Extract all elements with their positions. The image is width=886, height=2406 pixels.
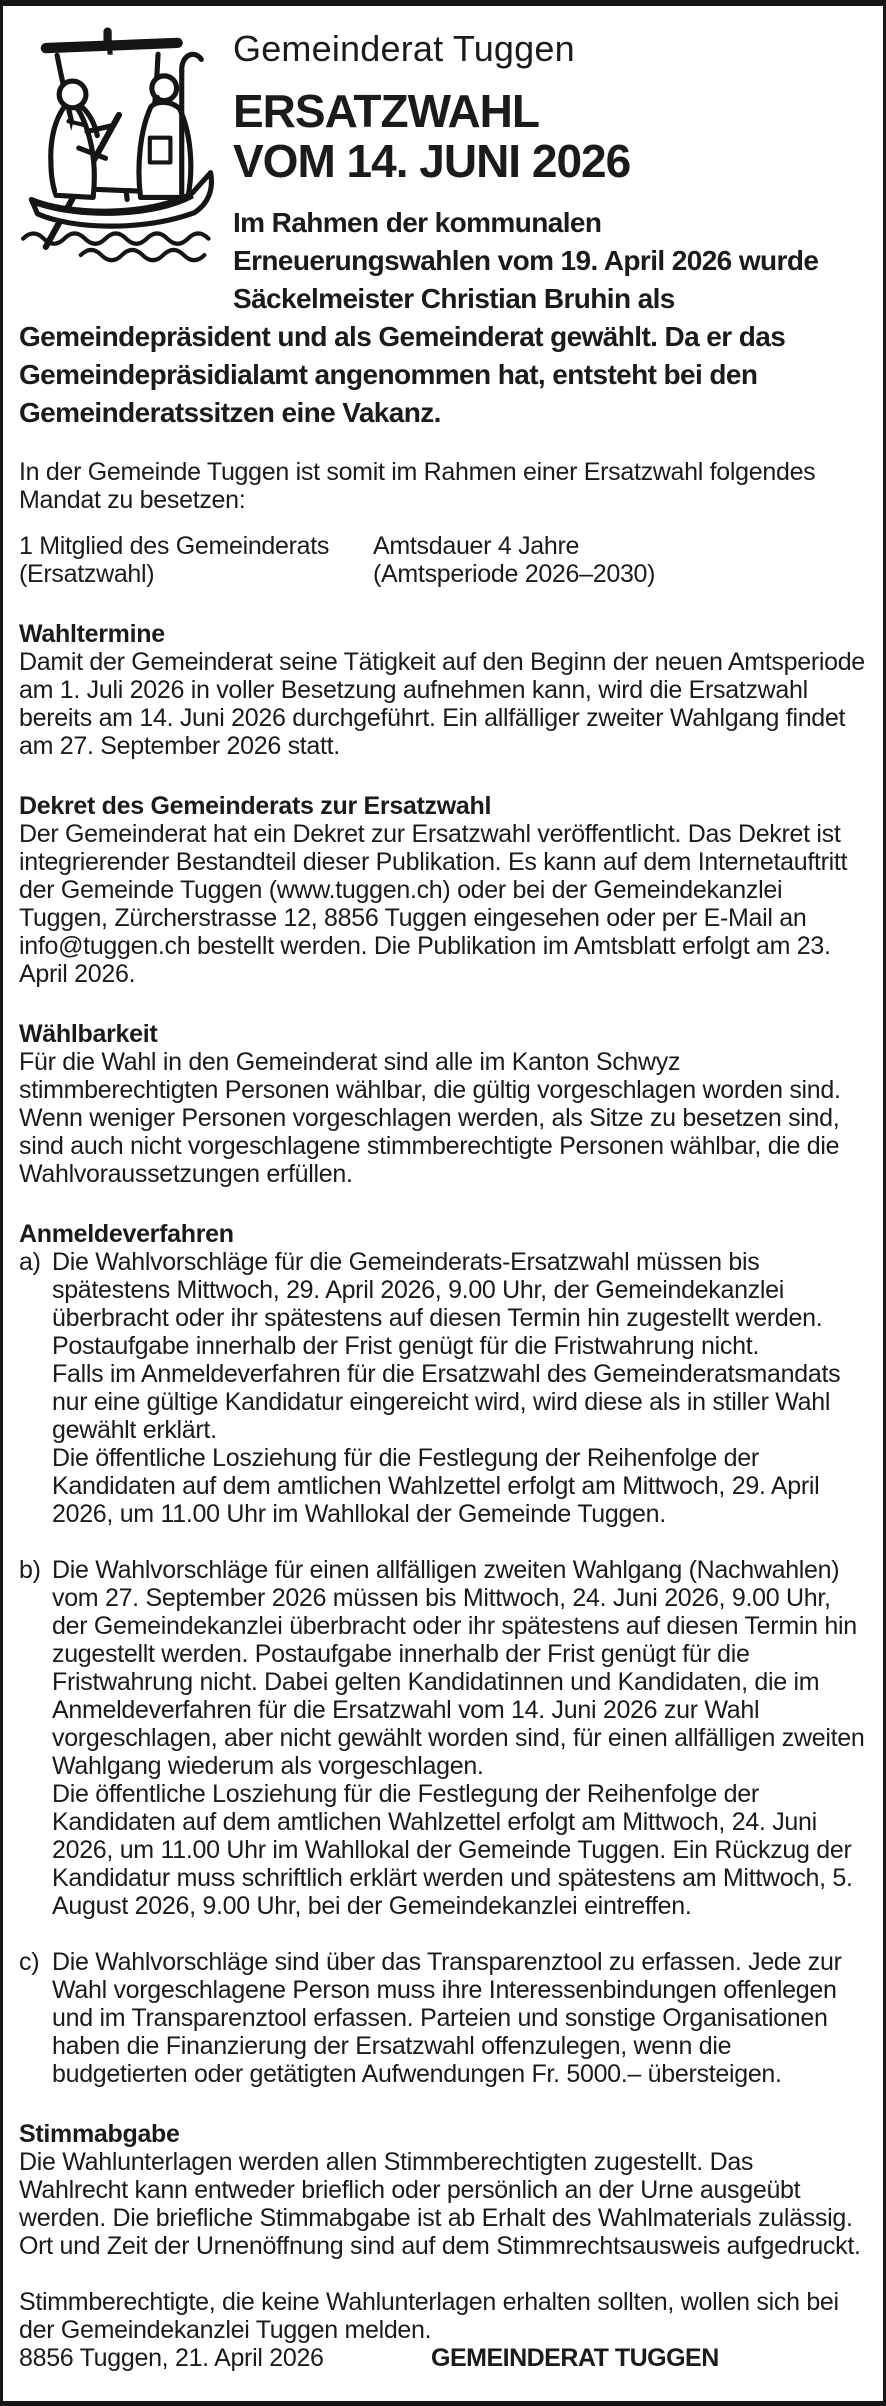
section-heading: Dekret des Gemeinderats zur Ersatzwahl <box>19 792 492 820</box>
paragraph: Die Wahlunterlagen werden allen Stimmberechtigten zugestellt. Das Wahlrecht kann entweder brieflich oder persönlich an der Urne ausgeübt werden. Die briefliche Stimmabgabe ist ab Erhalt des Wahlmaterials zulässig. Ort und Zeit der Urnenöffnung sind auf dem Stimmrechtsausweis aufgedruckt. <box>19 2148 861 2260</box>
section-heading: Anmeldeverfahren <box>19 1220 234 1248</box>
tuggen-boat-logo <box>19 26 233 294</box>
list-label: c) <box>19 1948 40 1976</box>
list-item-a <box>19 1248 865 1528</box>
section-wahltermine <box>19 620 865 760</box>
paragraph: Damit der Gemeinderat seine Tätigkeit auf den Beginn der neuen Amtsperiode am 1. Juli 2026 in voller Besetzung aufnehmen kann, wird die Ersatzwahl bereits am 14. Juni 2026 durchgeführt. Ein allfälliger zweiter Wahlgang findet am 27. September 2026 statt. <box>19 648 865 760</box>
paragraph: Falls im Anmeldeverfahren für die Ersatzwahl des Gemeinderatsmandats nur eine gültige Kandidatur eingereicht wird, wird diese als in stiller Wahl gewählt erklärt. <box>52 1360 841 1444</box>
intro-paragraph: In der Gemeinde Tuggen ist somit im Rahmen einer Ersatzwahl folgendes Mandat zu besetzen: <box>19 458 816 514</box>
paragraph: Stimmberechtigte, die keine Wahlunterlagen erhalten sollten, wollen sich bei der Gemeindekanzlei Tuggen melden. <box>19 2288 839 2344</box>
title-line-2: VOM 14. JUNI 2026 <box>233 135 631 187</box>
footer-signature: GEMEINDERAT TUGGEN <box>431 2344 719 2372</box>
list-item-c <box>19 1948 865 2088</box>
paragraph: Die öffentliche Losziehung für die Festlegung der Reihenfolge der Kandidaten auf dem amtlichen Wahlzettel erfolgt am Mittwoch, 24. Juni 2026, um 11.00 Uhr im Wahllokal der Gemeinde Tuggen. Ein Rückzug der Kandidatur muss schriftlich erklärt werden und spätestens am Mittwoch, 5. August 2026, 9.00 Uhr, bei der Gemeindekanzlei eintreffen. <box>52 1780 853 1920</box>
section-dekret <box>19 792 865 988</box>
section-waehlbarkeit <box>19 1020 865 1188</box>
section-heading: Wahltermine <box>19 620 165 648</box>
paragraph: Die Wahlvorschläge sind über das Transparenztool zu erfassen. Jede zur Wahl vorgeschlagene Person muss ihre Interessenbindungen offenlegen und im Transparenztool erfassen. Parteien und sonstige Organisationen haben die Finanzierung der Ersatzwahl offenzulegen, wenn die budgetierten oder getätigten Aufwendungen Fr. 5000.– übersteigen. <box>52 1948 842 2088</box>
header <box>19 26 865 432</box>
paragraph: Die Wahlvorschläge für die Gemeinderats-Ersatzwahl müssen bis spätestens Mittwoch, 29. April 2026, 9.00 Uhr, der Gemeindekanzlei überbracht oder ihr spätestens auf diesen Termin hin zugestellt werden. Postaufgabe innerhalb der Frist genügt für die Fristwahrung nicht. <box>52 1248 823 1360</box>
paragraph: Die öffentliche Losziehung für die Festlegung der Reihenfolge der Kandidaten auf dem amtlichen Wahlzettel erfolgt am Mittwoch, 29. April 2026, um 11.00 Uhr im Wahllokal der Gemeinde Tuggen. <box>52 1444 820 1528</box>
paragraph: Für die Wahl in den Gemeinderat sind alle im Kanton Schwyz stimmberechtigten Personen wählbar, die gültig vorgeschlagen worden sind. Wenn weniger Personen vorgeschlagen werden, als Sitze zu besetzen sind, sind auch nicht vorgeschlagene stimmberechtigte Personen wählbar, die die Wahlvoraussetzungen erfüllen. <box>19 1048 841 1188</box>
org-name: Gemeinderat Tuggen <box>233 28 575 69</box>
section-heading: Stimmabgabe <box>19 2120 180 2148</box>
mandate-row <box>19 532 865 588</box>
list-item-b <box>19 1556 865 1920</box>
mandate-position: 1 Mitglied des Gemeinderats (Ersatzwahl) <box>19 532 330 588</box>
mandate-term: Amtsdauer 4 Jahre (Amtsperiode 2026–2030) <box>373 532 656 588</box>
list-label: b) <box>19 1556 41 1584</box>
list-label: a) <box>19 1248 41 1276</box>
paragraph: Die Wahlvorschläge für einen allfälligen zweiten Wahlgang (Nachwahlen) vom 27. September 2026 müssen bis Mittwoch, 24. Juni 2026, 9.00 Uhr, der Gemeindekanzlei überbracht oder ihr spätestens auf diesen Termin hin zugestellt werden. Postaufgabe innerhalb der Frist genügt für die Fristwahrung nicht. Dabei gelten Kandidatinnen und Kandidaten, die im Anmeldeverfahren für die Ersatzwahl vom 14. Juni 2026 zur Wahl vorgeschlagen, aber nicht gewählt worden sind, für einen allfälligen zweiten Wahlgang wiederum als vorgeschlagen. <box>52 1556 865 1780</box>
paragraph: Der Gemeinderat hat ein Dekret zur Ersatzwahl veröffentlicht. Das Dekret ist integrierender Bestandteil dieser Publikation. Es kann auf dem Internetauftritt der Gemeinde Tuggen (www.tuggen.ch) oder bei der Gemeindekanzlei Tuggen, Zürcherstrasse 12, 8856 Tuggen eingesehen oder per E-Mail an info@tuggen.ch bestellt werden. Die Publikation im Amtsblatt erfolgt am 23. April 2026. <box>19 820 848 988</box>
boat-ferryman-saint-icon <box>19 26 233 272</box>
footer-place-date: 8856 Tuggen, 21. April 2026 <box>19 2344 324 2372</box>
section-anmeldeverfahren <box>19 1220 865 2088</box>
section-stimmabgabe <box>19 2120 865 2344</box>
title-line-1: ERSATZWAHL <box>233 85 540 137</box>
lead-paragraph: Im Rahmen der kommunalen Erneuerungswahlen vom 19. April 2026 wurde Säckelmeister Christian Bruhin als Gemeindepräsident und als Gemeinderat gewählt. Da er das Gemeindepräsidialamt angenommen hat, entsteht bei den Gemeinderatssitzen eine Vakanz. <box>19 207 819 428</box>
section-heading: Wählbarkeit <box>19 1020 158 1048</box>
footer <box>19 2344 865 2388</box>
